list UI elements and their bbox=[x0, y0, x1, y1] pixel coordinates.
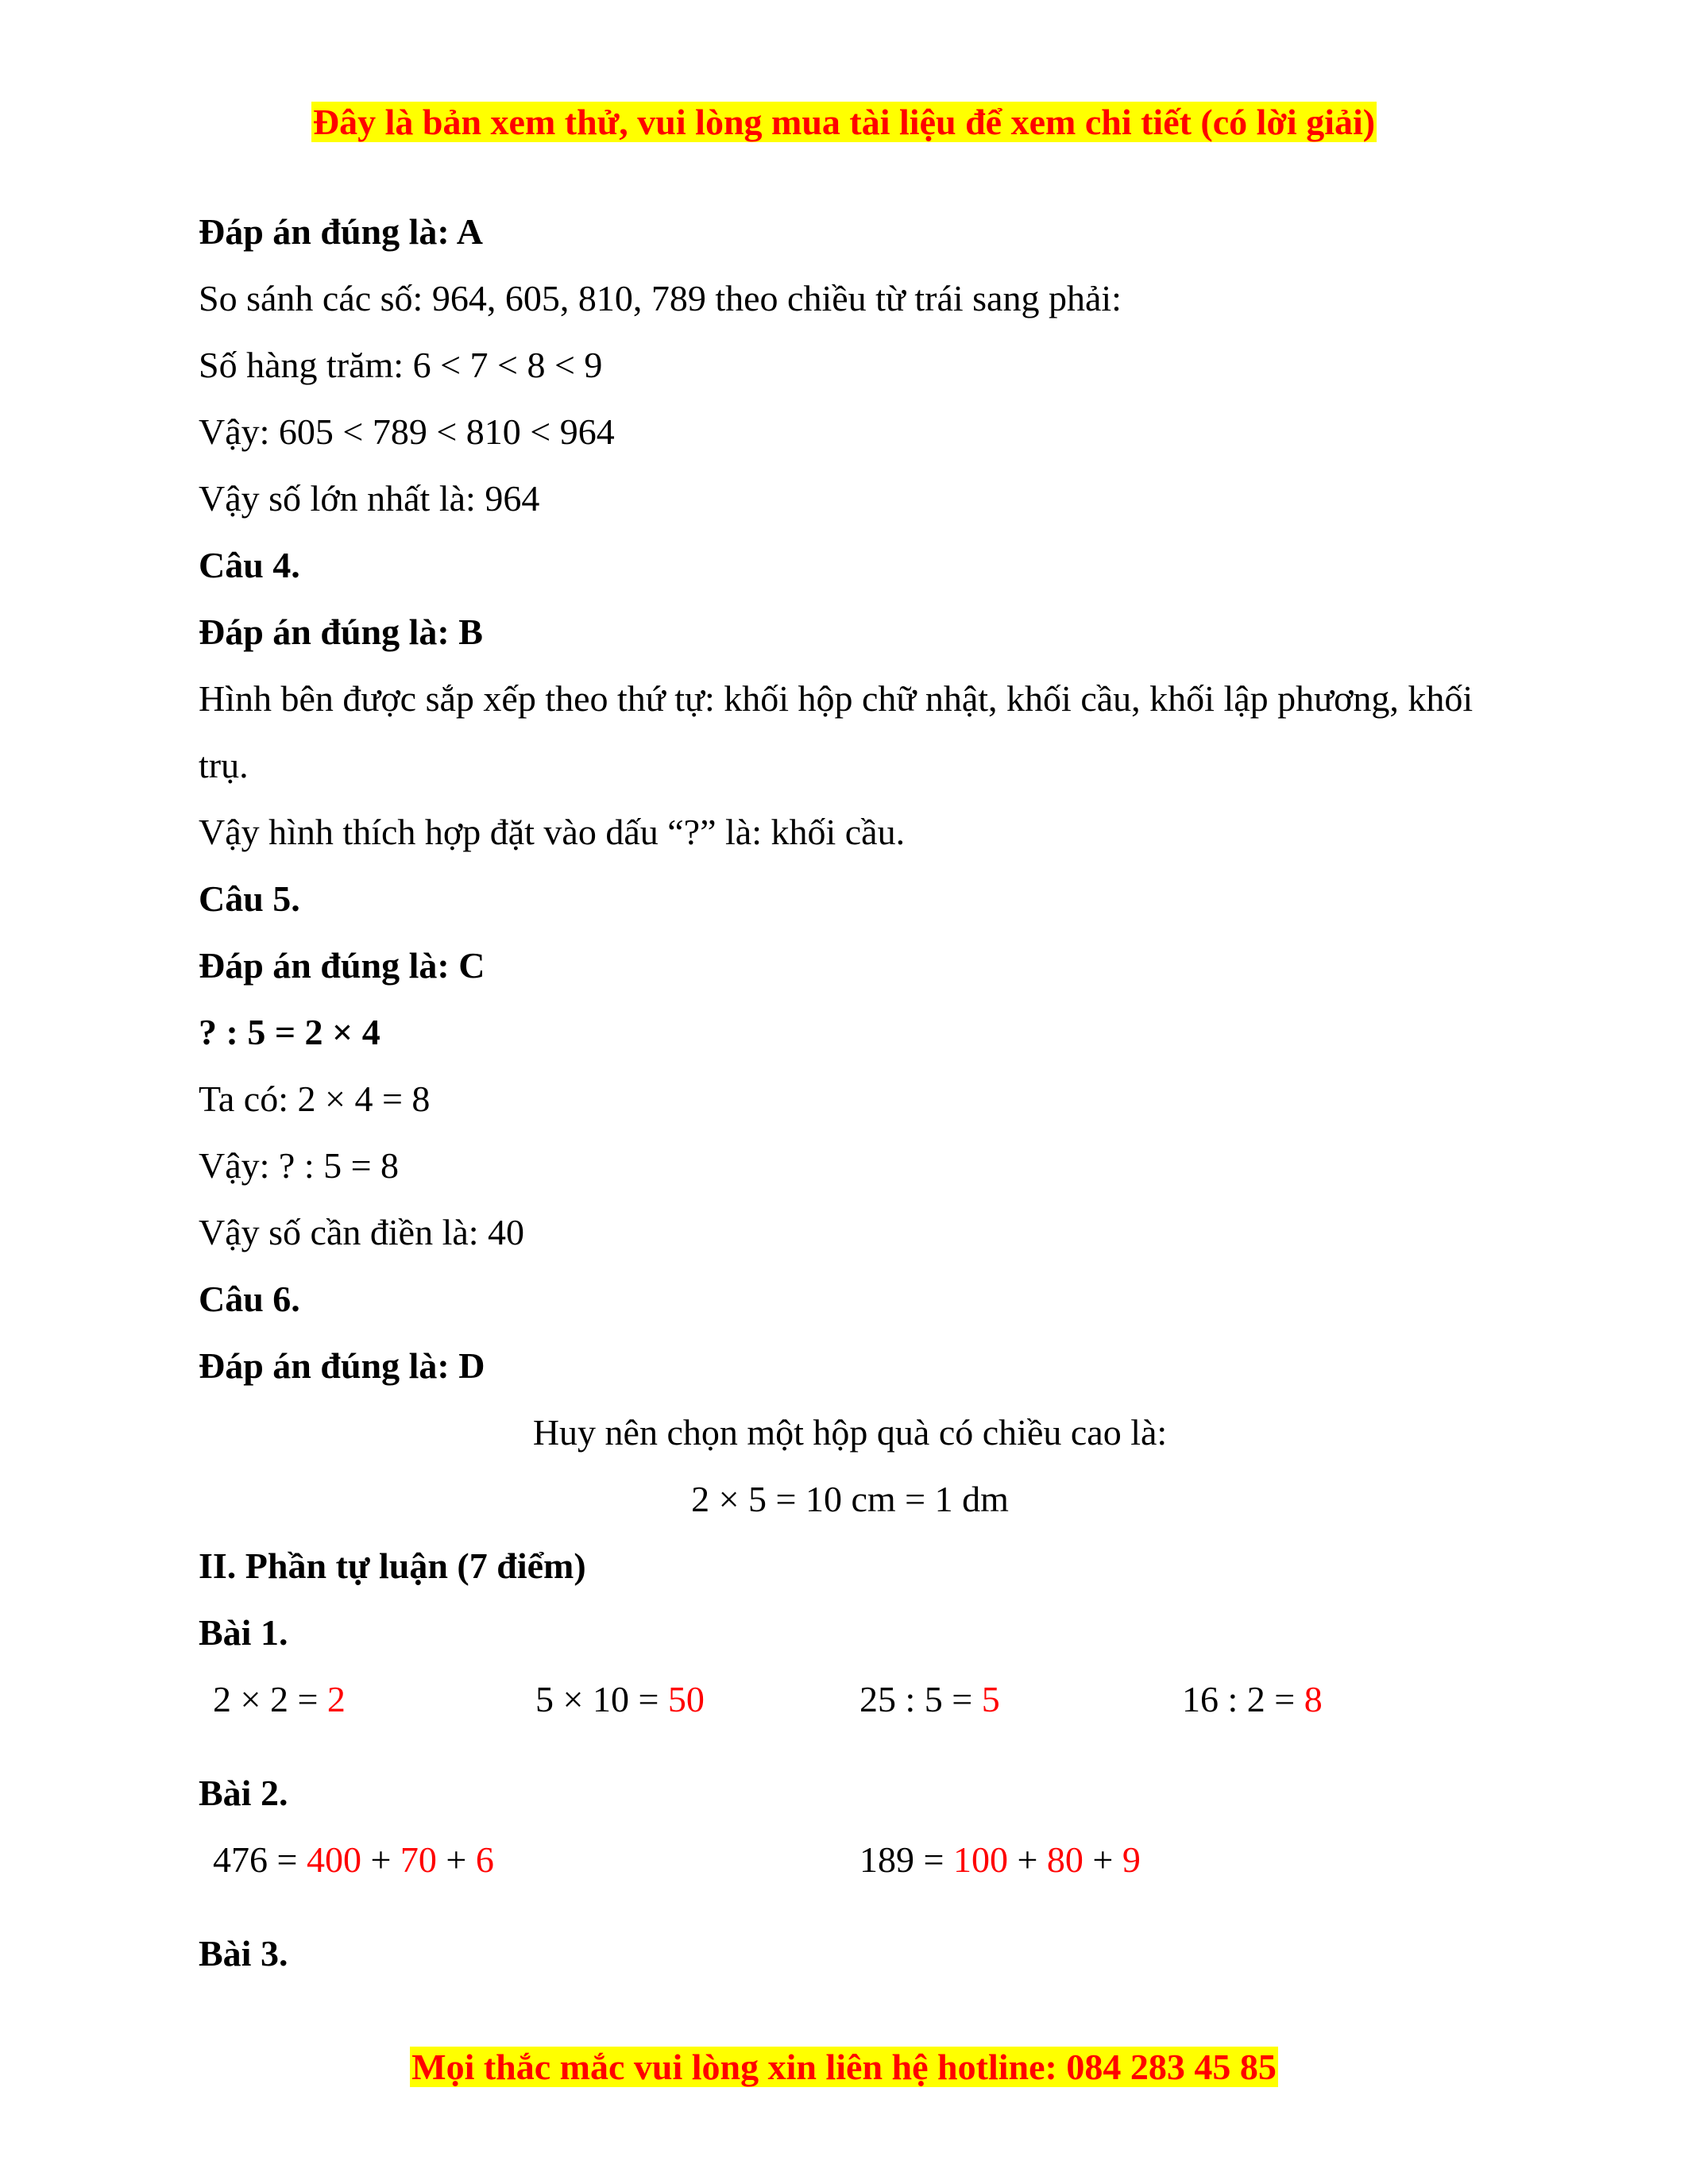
bai1-item-4: 16 : 2 = 8 bbox=[1182, 1679, 1323, 1719]
bai1-calculations bbox=[199, 1666, 1501, 1733]
q3-answer: Đáp án đúng là: A bbox=[199, 211, 483, 252]
preview-notice-banner bbox=[0, 98, 1688, 146]
q5-heading: Câu 5. bbox=[199, 878, 300, 919]
q5-answer: Đáp án đúng là: C bbox=[199, 945, 485, 986]
q3-line-1: So sánh các số: 964, 605, 810, 789 theo chiều từ trái sang phải: bbox=[199, 278, 1122, 318]
bai1-item-1: 2 × 2 = 2 bbox=[213, 1679, 346, 1719]
document-body bbox=[199, 199, 1501, 1987]
q6-answer: Đáp án đúng là: D bbox=[199, 1345, 485, 1386]
q3-line-2: Số hàng trăm: 6 < 7 < 8 < 9 bbox=[199, 345, 603, 385]
bai1-result-2: 50 bbox=[667, 1679, 705, 1719]
part2-heading: II. Phần tự luận (7 điểm) bbox=[199, 1545, 586, 1586]
q5-line-3: Vậy số cần điền là: 40 bbox=[199, 1212, 525, 1252]
bai1-item-3: 25 : 5 = 5 bbox=[859, 1679, 1000, 1719]
q3-line-4: Vậy số lớn nhất là: 964 bbox=[199, 478, 540, 519]
preview-notice-text: Đây là bản xem thử, vui lòng mua tài liệu để xem chi tiết (có lời giải) bbox=[312, 102, 1376, 142]
q6-line-2: 2 × 5 = 10 cm = 1 dm bbox=[691, 1479, 1009, 1519]
hotline-notice-banner bbox=[0, 2043, 1688, 2091]
bai2-item-1: 476 = 400 + 70 + 6 bbox=[213, 1839, 494, 1880]
bai2-item-2: 189 = 100 + 80 + 9 bbox=[859, 1839, 1141, 1880]
spacer bbox=[199, 1893, 1501, 1920]
bai1-result-1: 2 bbox=[326, 1679, 346, 1719]
bai2-heading: Bài 2. bbox=[199, 1773, 288, 1813]
bai1-item-2: 5 × 10 = 50 bbox=[535, 1679, 705, 1719]
bai1-result-4: 8 bbox=[1304, 1679, 1323, 1719]
hotline-notice-text: Mọi thắc mắc vui lòng xin liên hệ hotline: 084 283 45 85 bbox=[411, 2047, 1277, 2087]
q4-line-2: Vậy hình thích hợp đặt vào dấu “?” là: khối cầu. bbox=[199, 812, 906, 852]
q5-line-2: Vậy: ? : 5 = 8 bbox=[199, 1145, 400, 1186]
spacer bbox=[199, 1733, 1501, 1760]
bai3-heading: Bài 3. bbox=[199, 1933, 288, 1974]
q4-heading: Câu 4. bbox=[199, 545, 300, 585]
q5-equation: ? : 5 = 2 × 4 bbox=[199, 1012, 380, 1052]
q3-line-3: Vậy: 605 < 789 < 810 < 964 bbox=[199, 411, 615, 452]
q6-line-1: Huy nên chọn một hộp quà có chiều cao là: bbox=[532, 1412, 1168, 1453]
bai1-result-3: 5 bbox=[981, 1679, 1000, 1719]
q5-line-1: Ta có: 2 × 4 = 8 bbox=[199, 1078, 431, 1119]
q6-heading: Câu 6. bbox=[199, 1279, 300, 1319]
q4-line-1: Hình bên được sắp xếp theo thứ tự: khối hộp chữ nhật, khối cầu, khối lập phương, khối trụ. bbox=[199, 678, 1474, 785]
bai2-decompositions bbox=[199, 1827, 1501, 1893]
q4-answer: Đáp án đúng là: B bbox=[199, 612, 483, 652]
bai1-heading: Bài 1. bbox=[199, 1612, 288, 1653]
